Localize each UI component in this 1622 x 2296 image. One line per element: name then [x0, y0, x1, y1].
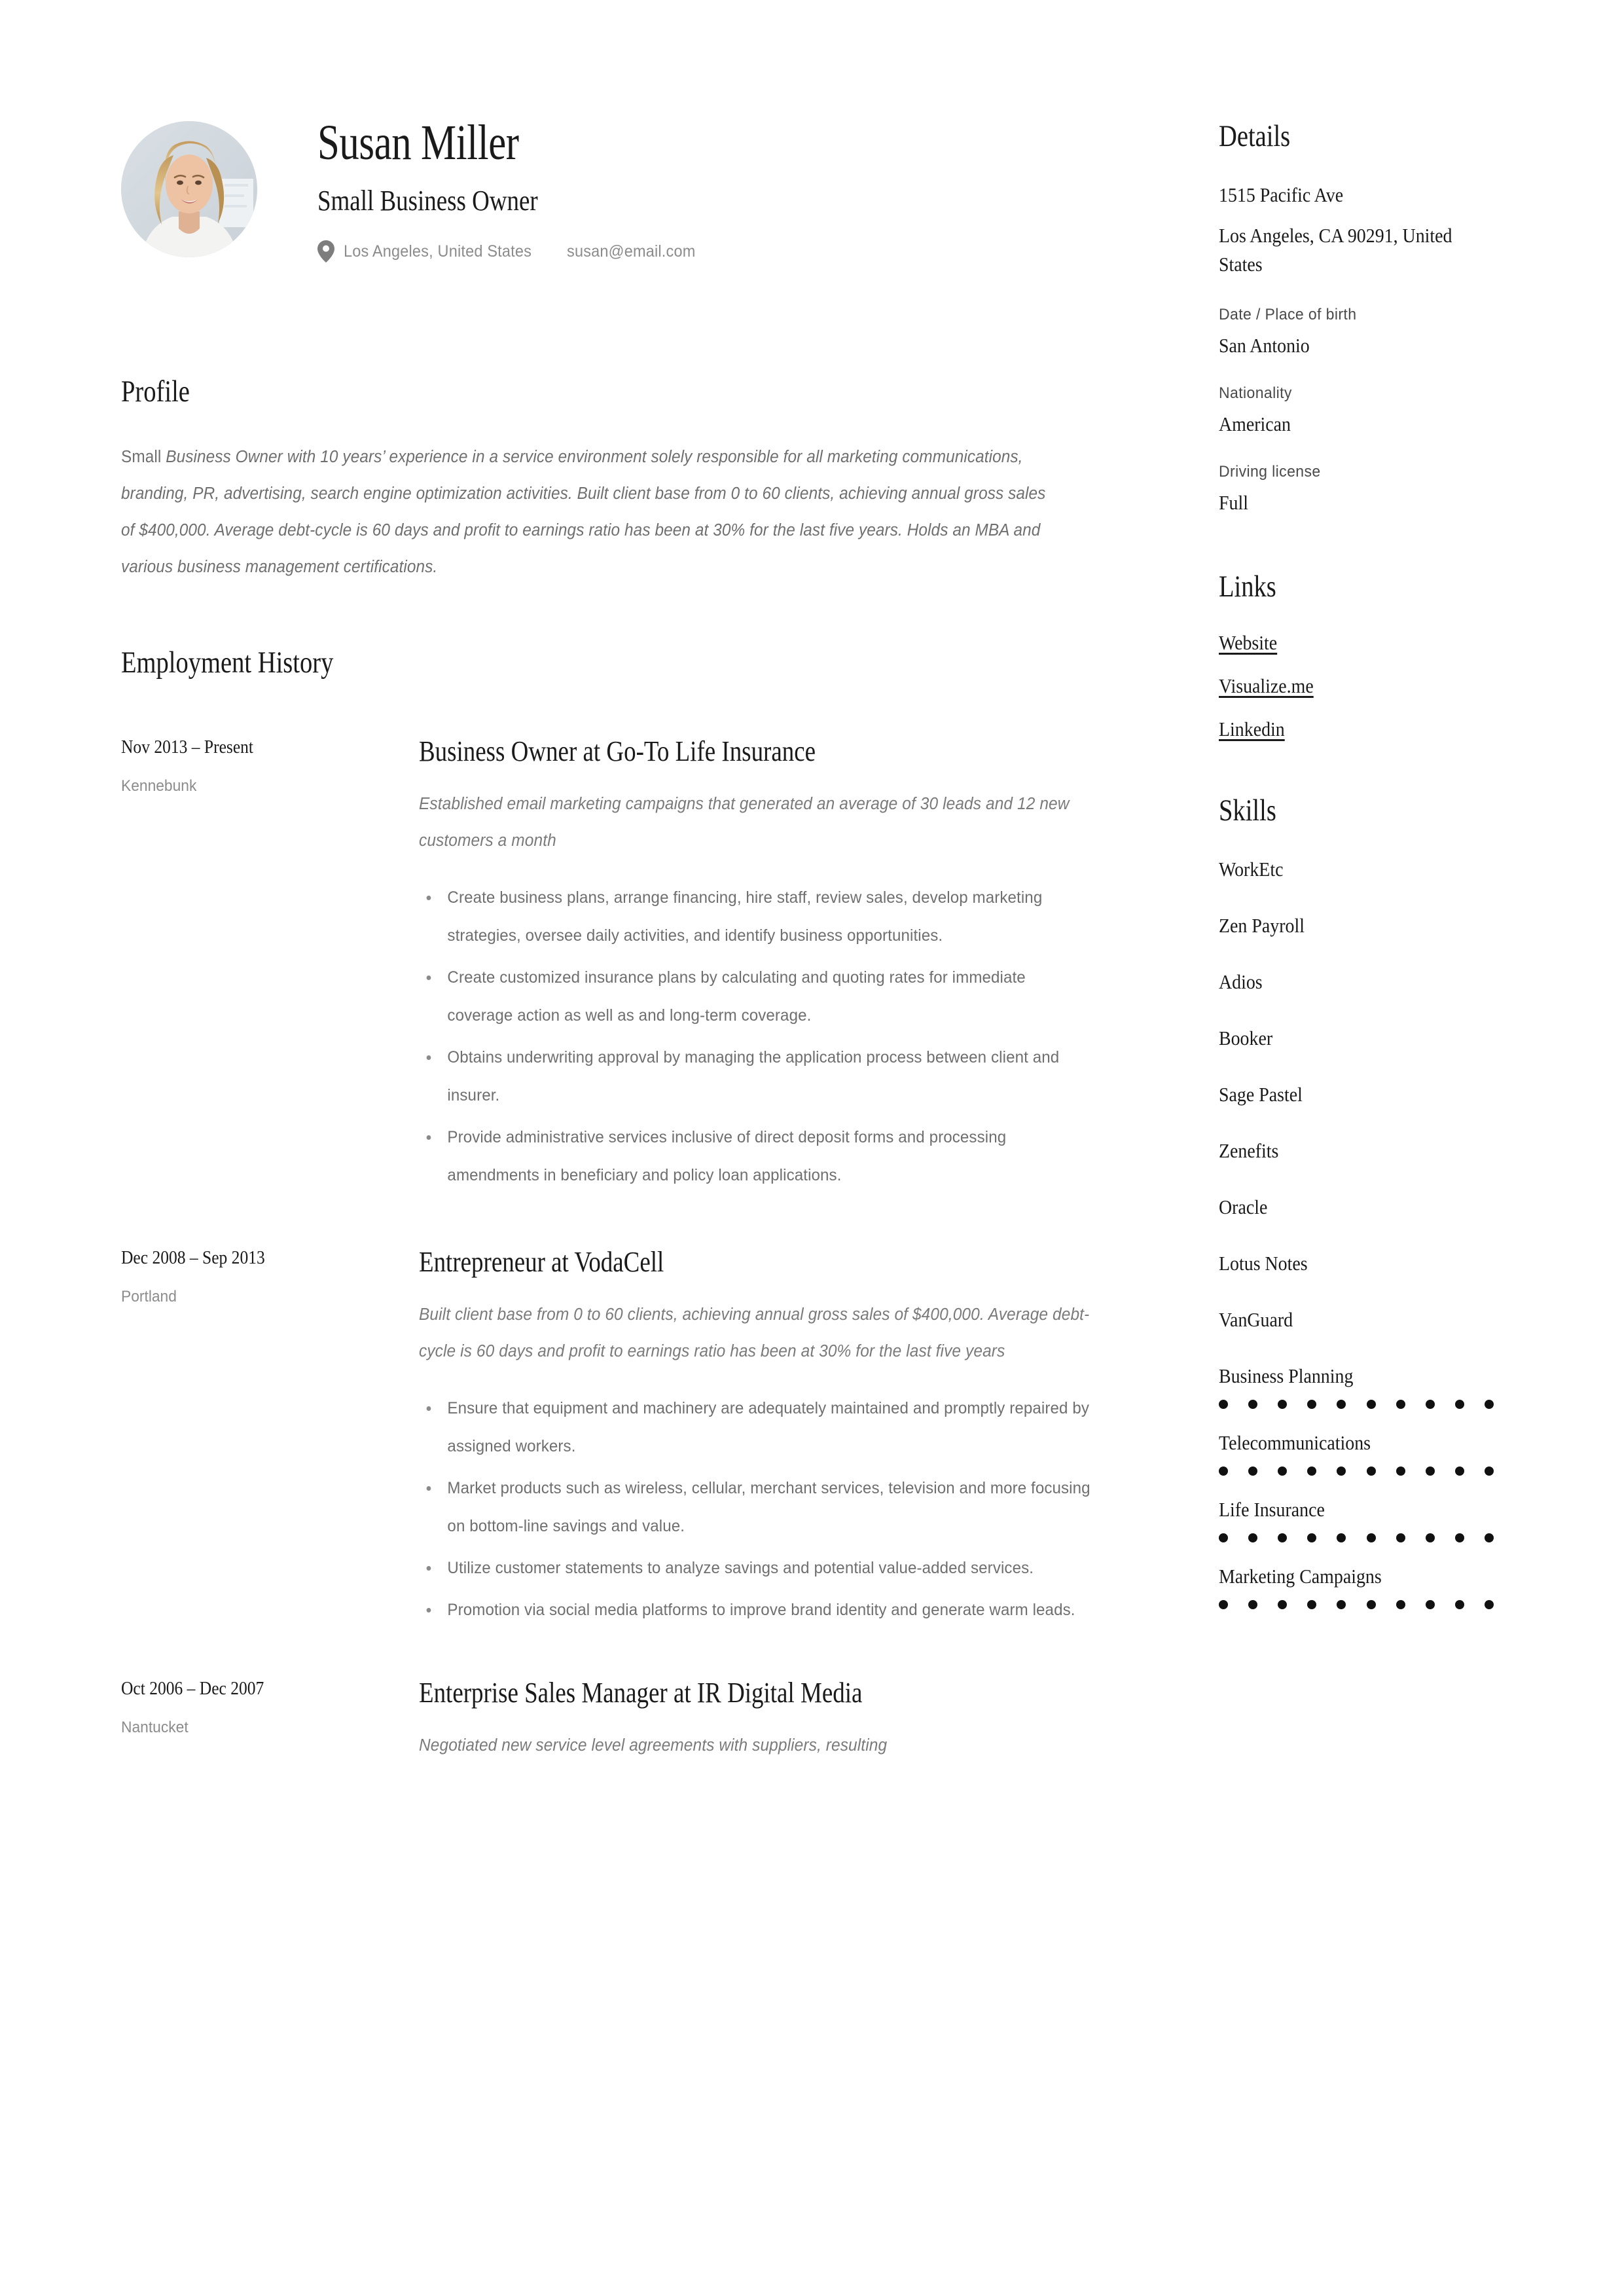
rating-dot [1278, 1600, 1287, 1609]
employment-city: Nantucket [121, 1719, 189, 1736]
list-item: Promotion via social media platforms to improve brand identity and generate warm leads. [419, 1591, 1095, 1629]
details-section [1219, 118, 1526, 517]
profile-section [121, 373, 1116, 585]
skill-item: Zenefits [1219, 1139, 1279, 1162]
rating-dot [1367, 1400, 1376, 1409]
rating-dot [1367, 1533, 1376, 1542]
list-item: Market products such as wireless, cellular, merchant services, television and more focusing on bottom-line savings and value. [419, 1469, 1095, 1545]
employment-entry [121, 1245, 1116, 1629]
rating-dot [1485, 1533, 1494, 1542]
rating-dot [1455, 1467, 1464, 1476]
list-item: Create customized insurance plans by calculating and quoting rates for immediate coverage action as well as and long-term coverage. [419, 958, 1095, 1034]
employment-summary: Established email marketing campaigns that generated an average of 30 leads and 12 new customers a month [419, 795, 1070, 850]
rating-dot [1396, 1467, 1405, 1476]
skills-section [1219, 792, 1526, 1609]
list-item: Utilize customer statements to analyze savings and potential value-added services. [419, 1549, 1095, 1587]
employment-bullet-list [419, 879, 1119, 1194]
rating-dot [1219, 1467, 1228, 1476]
contact-email[interactable]: susan@email.com [567, 242, 696, 261]
profile-lead: Small [121, 448, 166, 466]
rating-dot [1278, 1467, 1287, 1476]
rating-dot [1278, 1400, 1287, 1409]
skill-item: Sage Pastel [1219, 1083, 1303, 1106]
rating-dot [1426, 1400, 1435, 1409]
skill-item: Booker [1219, 1027, 1273, 1049]
job-title: Small Business Owner [317, 185, 538, 217]
link-linkedin[interactable]: Linkedin [1219, 718, 1285, 740]
map-pin-icon [317, 240, 334, 263]
rating-dot [1485, 1400, 1494, 1409]
employment-summary: Built client base from 0 to 60 clients, achieving annual gross sales of $400,000. Average debt-cycle is 60 days and profit to earnings ratio has been at 30% for the last five years [419, 1305, 1090, 1360]
employment-body [419, 1676, 1119, 1764]
address-line-2: Los Angeles, CA 90291, United States [1219, 224, 1452, 276]
skill-item: Zen Payroll [1219, 914, 1305, 937]
skill-item: Oracle [1219, 1195, 1268, 1218]
rating-dot [1485, 1467, 1494, 1476]
list-item: Provide administrative services inclusive of direct deposit forms and processing amendments in beneficiary and policy loan applications. [419, 1118, 1095, 1194]
rating-dot [1337, 1467, 1346, 1476]
driving-license-label: Driving license [1219, 463, 1321, 481]
rating-dot [1337, 1600, 1346, 1609]
skill-name: Business Planning [1219, 1364, 1354, 1387]
skill-item: Adios [1219, 970, 1263, 993]
employment-date: Dec 2008 – Sep 2013 [121, 1247, 265, 1268]
employment-role: Enterprise Sales Manager at IR Digital Media [419, 1677, 863, 1709]
rating-dot [1307, 1467, 1316, 1476]
rating-dot [1367, 1600, 1376, 1609]
skill-rating-dots [1219, 1533, 1494, 1542]
sidebar [1219, 0, 1526, 1609]
employment-role: Business Owner at Go-To Life Insurance [419, 735, 816, 767]
rating-dot [1396, 1533, 1405, 1542]
rating-dot [1396, 1600, 1405, 1609]
contact-location: Los Angeles, United States [344, 242, 532, 261]
profile-body-text: Business Owner with 10 years’ experience in a service environment solely responsible for all marketing communications, branding, PR, advertising, search engine optimization activities. Built client base from 0 to 60 clients, achieving annual gross sales of $400,000. Average debt-cycle is 60 days and profit to earnings ratio has been at 30% for the last five years. Holds an MBA and various business management certifications. [121, 448, 1046, 576]
list-item: Obtains underwriting approval by managing the application process between client and insurer. [419, 1038, 1095, 1114]
employment-body [419, 1245, 1119, 1629]
rating-dot [1485, 1600, 1494, 1609]
main-column [121, 0, 1116, 1764]
rating-dot [1307, 1400, 1316, 1409]
link-visualize[interactable]: Visualize.me [1219, 674, 1314, 697]
employment-entry [121, 735, 1116, 1194]
skill-item: Lotus Notes [1219, 1252, 1308, 1275]
contact-row [317, 240, 704, 263]
rating-dot [1248, 1467, 1257, 1476]
nationality-value: American [1219, 412, 1291, 435]
skill-rated-item [1219, 1429, 1526, 1476]
skill-rating-dots [1219, 1400, 1494, 1409]
rating-dot [1426, 1533, 1435, 1542]
rating-dot [1278, 1533, 1287, 1542]
rating-dot [1455, 1533, 1464, 1542]
rating-dot [1455, 1600, 1464, 1609]
rating-dot [1307, 1600, 1316, 1609]
link-website[interactable]: Website [1219, 631, 1278, 654]
skill-item: WorkEtc [1219, 858, 1284, 881]
skills-heading: Skills [1219, 793, 1276, 828]
rating-dot [1337, 1400, 1346, 1409]
rating-dot [1396, 1400, 1405, 1409]
details-heading: Details [1219, 119, 1291, 153]
rating-dot [1337, 1533, 1346, 1542]
profile-heading: Profile [121, 374, 190, 409]
employment-date: Nov 2013 – Present [121, 737, 254, 757]
skill-rating-dots [1219, 1467, 1494, 1476]
employment-city: Portland [121, 1288, 177, 1305]
rating-dot [1367, 1467, 1376, 1476]
employment-heading: Employment History [121, 646, 334, 680]
rating-dot [1219, 1600, 1228, 1609]
employment-summary: Negotiated new service level agreements with suppliers, resulting [419, 1736, 888, 1755]
rating-dot [1426, 1467, 1435, 1476]
rating-dot [1219, 1400, 1228, 1409]
resume-header [121, 115, 1116, 311]
dob-value: San Antonio [1219, 334, 1310, 357]
page-title: Susan Miller [317, 115, 519, 170]
rating-dot [1426, 1600, 1435, 1609]
rating-dot [1248, 1400, 1257, 1409]
employment-bullet-list [419, 1389, 1119, 1629]
rating-dot [1248, 1533, 1257, 1542]
employment-role: Entrepreneur at VodaCell [419, 1246, 664, 1278]
employment-date: Oct 2006 – Dec 2007 [121, 1678, 264, 1699]
employment-section [121, 644, 1116, 1764]
skill-rated-item [1219, 1562, 1526, 1609]
avatar [121, 121, 257, 257]
skill-rated-item [1219, 1495, 1526, 1542]
skill-rating-dots [1219, 1600, 1494, 1609]
skill-name: Marketing Campaigns [1219, 1565, 1382, 1588]
links-heading: Links [1219, 570, 1276, 604]
rating-dot [1307, 1533, 1316, 1542]
employment-body [419, 735, 1119, 1194]
driving-license-value: Full [1219, 491, 1248, 514]
list-item: Ensure that equipment and machinery are adequately maintained and promptly repaired by assigned workers. [419, 1389, 1095, 1465]
employment-city: Kennebunk [121, 777, 197, 795]
skill-rated-item [1219, 1362, 1526, 1409]
skill-name: Telecommunications [1219, 1431, 1371, 1454]
dob-label: Date / Place of birth [1219, 306, 1357, 323]
skill-item: VanGuard [1219, 1308, 1293, 1331]
profile-text [121, 439, 1059, 585]
rating-dot [1219, 1533, 1228, 1542]
nationality-label: Nationality [1219, 384, 1292, 402]
employment-entry [121, 1676, 1116, 1764]
rating-dot [1248, 1600, 1257, 1609]
list-item: Create business plans, arrange financing, hire staff, review sales, develop marketing strategies, oversee daily activities, and identify business opportunities. [419, 879, 1095, 955]
skill-name: Life Insurance [1219, 1498, 1325, 1521]
rating-dot [1455, 1400, 1464, 1409]
address-line-1: 1515 Pacific Ave [1219, 183, 1344, 206]
links-section [1219, 568, 1526, 744]
